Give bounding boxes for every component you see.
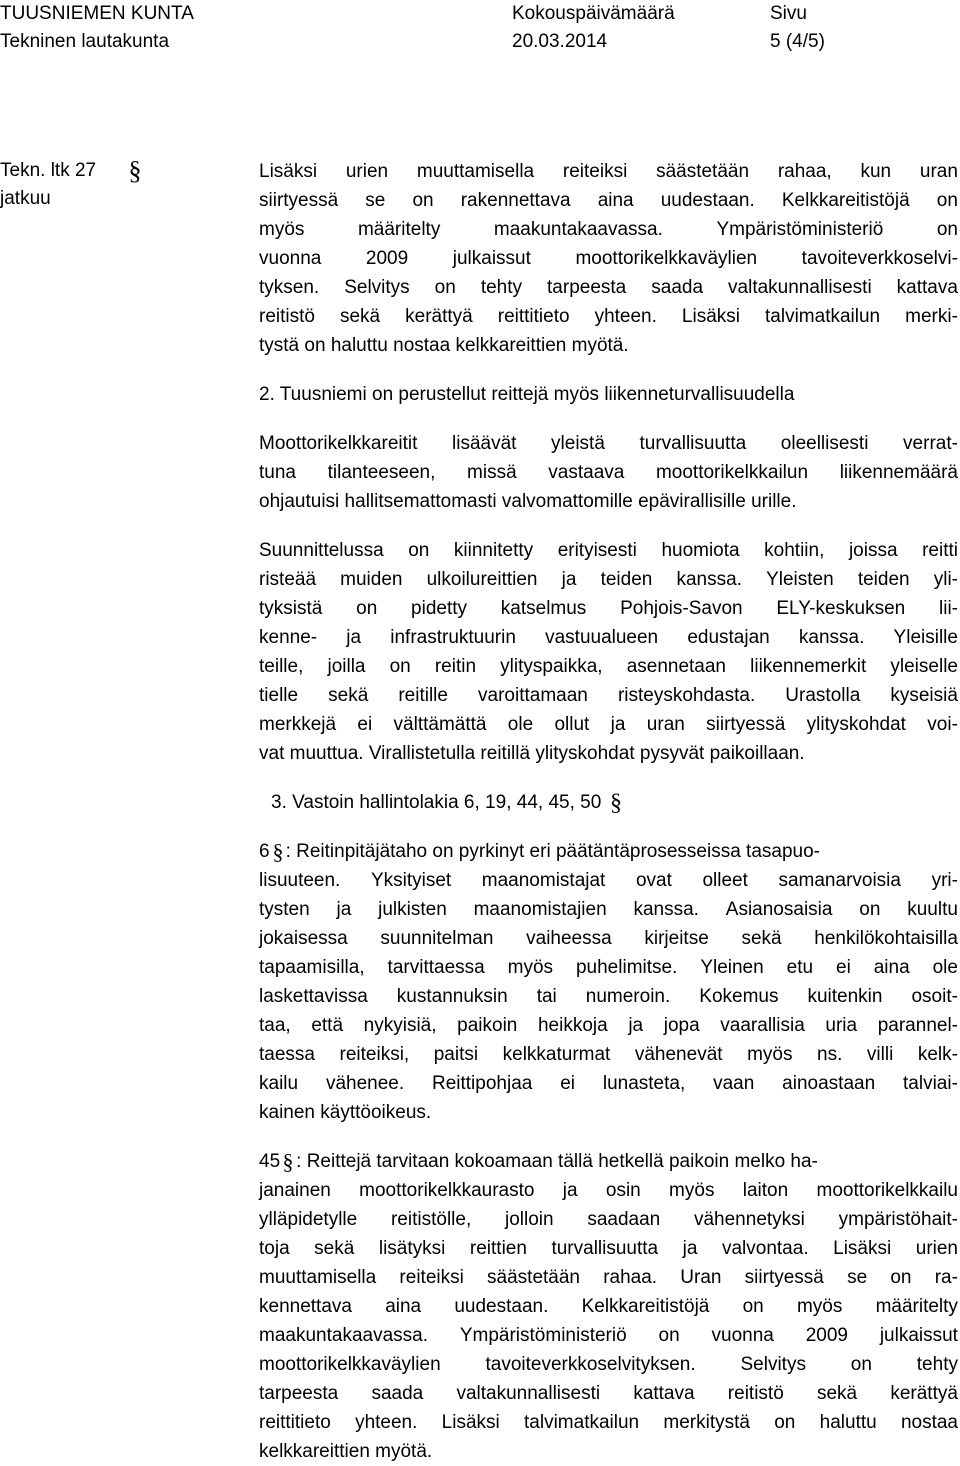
text-line: laskettavissa kustannuksin tai numeroin. Kokemus kuitenkin osoit- [259, 986, 958, 1007]
text-line: myös määritelty maakuntakaavassa. Ympäristöministeriö on [259, 219, 958, 240]
text-line: toja sekä lisätyksi reittien turvallisuutta ja valvontaa. Lisäksi urien [259, 1238, 958, 1259]
section-sign-icon [124, 157, 146, 185]
section-reference [0, 157, 96, 213]
text-line: kailu vähenee. Reittipohjaa ei lunasteta, vaan ainoastaan talviai- [259, 1073, 958, 1094]
page-number: 5 (4/5) [770, 31, 825, 52]
text-line: risteää muiden ulkoilureittien ja teiden kanssa. Yleisten teiden yli- [259, 569, 958, 590]
text-line: tapaamisilla, tarvittaessa myös puhelimitse. Yleinen etu ei aina ole [259, 957, 958, 978]
paragraph-3 [259, 536, 958, 768]
paragraph-2 [259, 429, 958, 516]
section-number: 45 [259, 1151, 281, 1172]
svg-text:§: § [609, 789, 622, 816]
text-line: tuna tilanteeseen, missä vastaava moottorikelkkailun liikennemäärä [259, 462, 958, 483]
continues-label: jatkuu [0, 188, 51, 209]
text-line: janainen moottorikelkkaurasto ja osin myös laiton moottorikelkkailu [259, 1180, 958, 1201]
text-line: : Reittejä tarvitaan kokoamaan tällä hetkellä paikoin melko ha- [296, 1151, 818, 1172]
text-line: kennettava aina uudestaan. Kelkkareitistöjä on myös määritelty [259, 1296, 958, 1317]
text-line: merkkejä ei välttämättä ole ollut ja uran siirtyessä ylityskohdat voi- [259, 714, 958, 735]
text-line [259, 1147, 958, 1176]
text-line: tyksen. Selvitys on tehty tarpeesta saada valtakunnallisesti kattava [259, 277, 958, 298]
text-line: maakuntakaavassa. Ympäristöministeriö on vuonna 2009 julkaissut [259, 1325, 958, 1346]
svg-text:§: § [128, 157, 142, 185]
paragraph-5 [259, 1147, 958, 1466]
date-label: Kokouspäivämäärä [512, 3, 675, 24]
text-line: Moottorikelkkareitit lisäävät yleistä turvallisuutta oleellisesti verrat- [259, 433, 958, 454]
heading-2: 2. Tuusniemi on perustellut reittejä myös liikenneturvallisuudella [259, 384, 795, 405]
text-line [259, 837, 958, 866]
reference-label: Tekn. ltk 27 [0, 160, 97, 181]
text-line: vuonna 2009 julkaissut moottorikelkkaväylien tavoiteverkkoselvi- [259, 248, 958, 269]
text-line: siirtyessä se on rakennettava aina uudestaan. Kelkkareitistöjä on [259, 190, 958, 211]
text-line: moottorikelkkaväylien tavoiteverkkoselvityksen. Selvitys on tehty [259, 1354, 958, 1375]
text-line: tarpeesta saada valtakunnallisesti kattava reitistö sekä kerättyä [259, 1383, 958, 1404]
text-line: tielle sekä reitille varoittamaan risteyskohdasta. Urastolla kyseisiä [259, 685, 958, 706]
text-line: vat muuttua. Virallistetulla reitillä ylityskohdat pysyvät paikoillaan. [259, 743, 805, 764]
heading-3-text: 3. Vastoin hallintolakia 6, 19, 44, 45, 50 [271, 792, 602, 813]
text-line: muuttamisella reiteiksi säästetään rahaa. Uran siirtyessä se on ra- [259, 1267, 958, 1288]
text-line: lisuuteen. Yksityiset maanomistajat ovat olleet samanarvoisia yri- [259, 870, 958, 891]
paragraph-4 [259, 837, 958, 1127]
text-line: kainen käyttöoikeus. [259, 1102, 432, 1123]
text-line: tyksistä on pidetty katselmus Pohjois-Savon ELY-keskuksen lii- [259, 598, 958, 619]
meeting-date: 20.03.2014 [512, 31, 608, 52]
text-line: taessa reiteiksi, paitsi kelkkaturmat vähenevät myös ns. villi kelk- [259, 1044, 958, 1065]
org-name: TUUSNIEMEN KUNTA [0, 3, 194, 24]
paragraph-1 [259, 157, 958, 360]
text-line: tysten ja julkisten maanomistajien kanssa. Asianosaisia on kuultu [259, 899, 958, 920]
text-line: : Reitinpitäjätaho on pyrkinyt eri päätäntäprosesseissa tasapuo- [285, 841, 820, 862]
text-line: teille, joilla on reitin ylityspaikka, asennetaan liikennemerkit yleiselle [259, 656, 958, 677]
text-line: ylläpidetylle reitistölle, jolloin saadaan vähennetyksi ympäristöhait- [259, 1209, 958, 1230]
text-line: tystä on haluttu nostaa kelkkareittien myötä. [259, 335, 629, 356]
text-line: Lisäksi urien muuttamisella reiteiksi säästetään rahaa, kun uran [259, 161, 958, 182]
section-sign-icon [270, 839, 286, 865]
text-line: kenne- ja infrastruktuurin vastuualueen edustajan kanssa. Yleisille [259, 627, 958, 648]
section-number: 6 [259, 841, 270, 862]
section-sign-icon [607, 790, 625, 816]
svg-text:§: § [282, 1148, 294, 1174]
text-line: jokaisessa suunnitelman vaiheessa kirjeitse sekä henkilökohtaisilla [259, 928, 958, 949]
heading-3 [259, 788, 958, 817]
section-sign-icon [280, 1149, 296, 1175]
text-line: taa, että nykyisiä, paikoin heikkoja ja jopa vaarallisia uria parannel- [259, 1015, 958, 1036]
document-body [259, 157, 958, 1466]
text-line: Suunnittelussa on kiinnitetty erityisesti huomiota kohtiin, joissa reitti [259, 540, 958, 561]
page-label: Sivu [770, 3, 807, 24]
board-name: Tekninen lautakunta [0, 31, 170, 52]
text-line: reitistö sekä kerättyä reittitieto yhteen. Lisäksi talvimatkailun merki- [259, 306, 958, 327]
text-line: ohjautuisi hallitsemattomasti valvomattomille epävirallisille urille. [259, 491, 797, 512]
text-line: kelkkareittien myötä. [259, 1441, 433, 1462]
text-line: reittitieto yhteen. Lisäksi talvimatkailun merkitystä on haluttu nostaa [259, 1412, 958, 1433]
svg-text:§: § [272, 838, 284, 864]
